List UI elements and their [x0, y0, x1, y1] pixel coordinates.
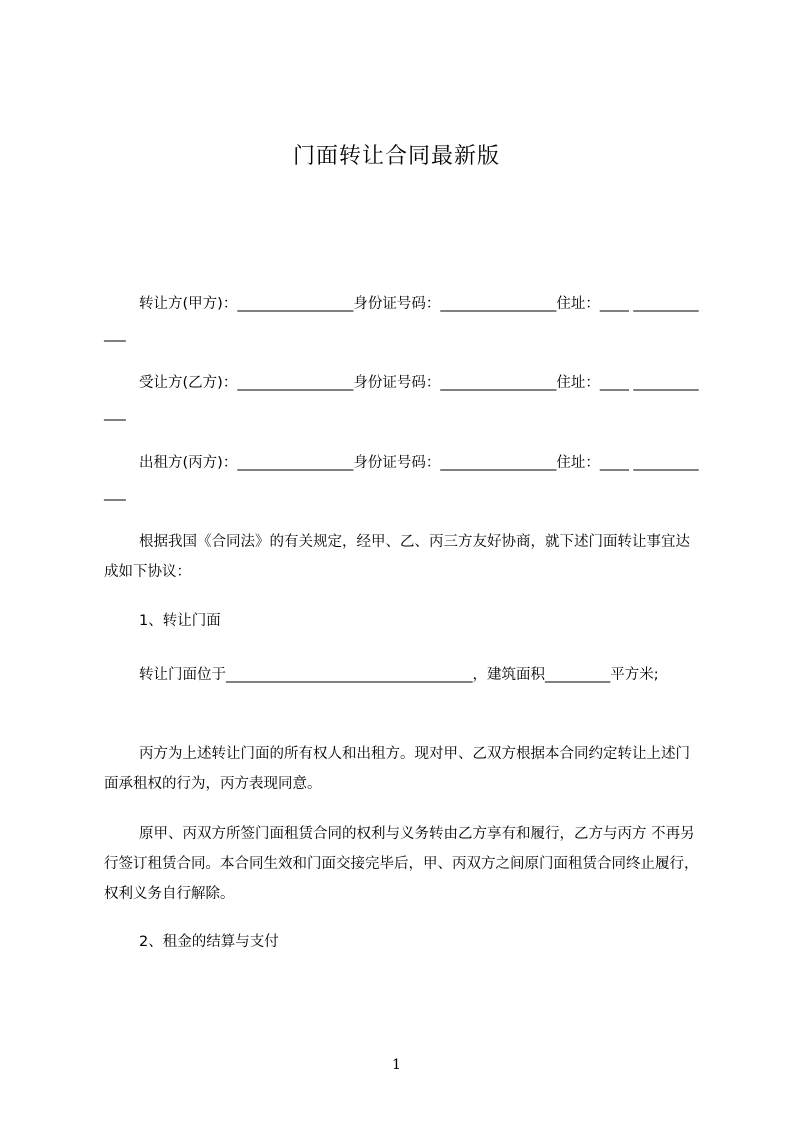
transferee-party-line: 受让方(乙方)：________________身份证号码：________________住址：____ ____________: [104, 375, 699, 421]
section-1-rights-paragraph: 原甲、丙双方所签门面租赁合同的权利与义务转由乙方享有和履行，乙方与丙方 不再另行签订租赁合同。本合同生效和门面交接完毕后，甲、丙双方之间原门面租赁合同终止履行，权利义务自行解除。: [104, 826, 699, 902]
document-title: 门面转让合同最新版: [292, 144, 500, 169]
section-2-heading: 2、租金的结算与支付: [139, 934, 279, 950]
lessor-party-line: 出租方(丙方)：________________身份证号码：________________住址：____ ____________: [104, 455, 699, 501]
intro-paragraph: 根据我国《合同法》的有关规定，经甲、乙、丙三方友好协商，就下述门面转让事宜达成如下协议：: [104, 534, 690, 580]
section-1-location-paragraph: 转让门面位于__________________________________，建筑面积_________平方米;: [139, 667, 659, 683]
transferor-party-line: 转让方(甲方)：________________身份证号码：________________住址：____ ____________: [104, 296, 699, 342]
section-1-heading: 1、转让门面: [139, 613, 221, 629]
section-1-consent-paragraph: 丙方为上述转让门面的所有权人和出租方。现对甲、乙双方根据本合同约定转让上述门面承租权的行为，丙方表现同意。: [104, 746, 690, 792]
page-number: 1: [392, 1057, 401, 1073]
